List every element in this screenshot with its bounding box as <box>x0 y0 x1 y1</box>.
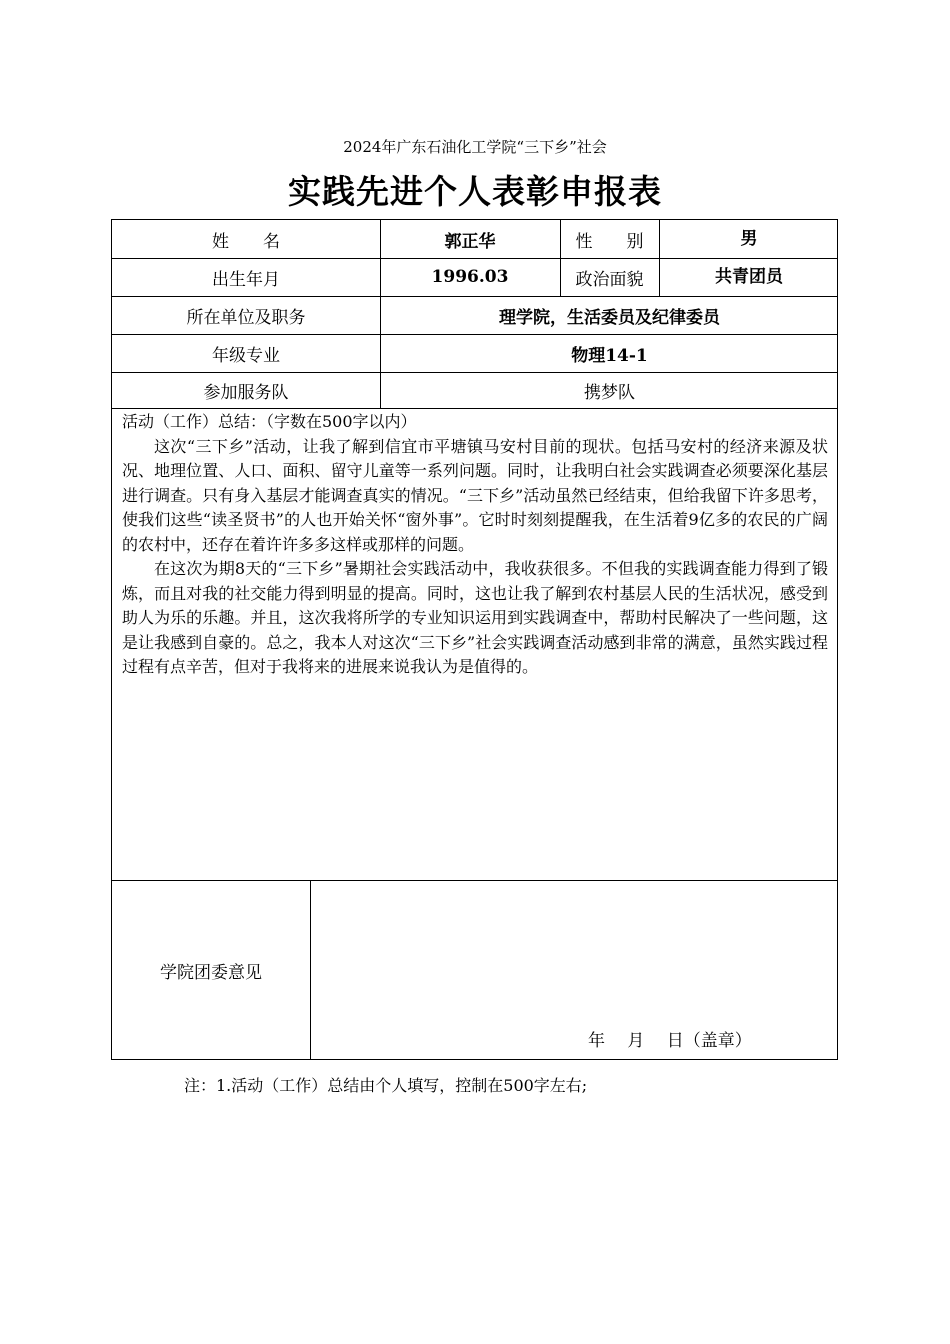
name-value: 郭正华 <box>444 231 496 252</box>
name-label: 姓 名 <box>212 231 280 252</box>
politics-value: 共青团员 <box>715 266 783 287</box>
politics-label: 政治面貌 <box>575 269 644 290</box>
footnote: 注：1.活动（工作）总结由个人填写，控制在500字左右; <box>184 1076 588 1095</box>
summary-heading: 活动（工作）总结：（字数在500字以内） <box>122 412 417 431</box>
team-label: 参加服务队 <box>203 382 289 403</box>
unit-value: 理学院，生活委员及纪律委员 <box>499 307 720 328</box>
grade-label: 年级专业 <box>212 345 280 366</box>
summary-paragraph: 这次“三下乡”活动，让我了解到信宜市平塘镇马安村目前的现状。包括马安村的经济来源及状况、地理位置、人口、面积、留守儿童等一系列问题。同时，让我明白社会实践调查必须要深化基层进行调查。只有身入基层才能调查真实的情况。“三下乡”活动虽然已经结束，但给我留下许多思考，使我们这些“读圣贤书”的人也开始关怀“窗外事”。它时时刻刻提醒我，在生活着9亿多的农民的广阔的农村中，还存在着许许多多这样或那样的问题。 <box>122 436 828 554</box>
summary-paragraph: 在这次为期8天的“三下乡”暑期社会实践活动中，我收获很多。不但我的实践调查能力得到了锻炼，而且对我的社交能力得到明显的提高。同时，这也让我了解到农村基层人民的生活状况，感受到助人为乐的乐趣。并且，这次我将所学的专业知识运用到实践调查中，帮助村民解决了一些问题，这是让我感到自豪的。总之，我本人对这次“三下乡”社会实践调查活动感到非常的满意，虽然实践过程过程有点辛苦，但对于我将来的进展来说我认为是值得的。 <box>122 559 828 676</box>
column-divider <box>310 880 311 1060</box>
birth-value: 1996.03 <box>431 267 509 287</box>
seal-date-line: 年 月 日（盖章） <box>588 1031 752 1051</box>
gender-label: 性 别 <box>575 231 644 252</box>
grade-value: 物理14-1 <box>571 345 648 366</box>
subtitle: 2024年广东石油化工学院“三下乡”社会 <box>343 138 607 156</box>
row-divider <box>112 408 837 409</box>
birth-label: 出生年月 <box>212 269 280 290</box>
gender-value: 男 <box>740 228 758 249</box>
application-form <box>111 219 838 1060</box>
activity-summary <box>122 410 828 680</box>
page-title: 实践先进个人表彰申报表 <box>288 172 662 211</box>
unit-label: 所在单位及职务 <box>186 307 306 328</box>
team-value: 携梦队 <box>584 382 635 403</box>
opinion-label: 学院团委意见 <box>160 962 262 983</box>
